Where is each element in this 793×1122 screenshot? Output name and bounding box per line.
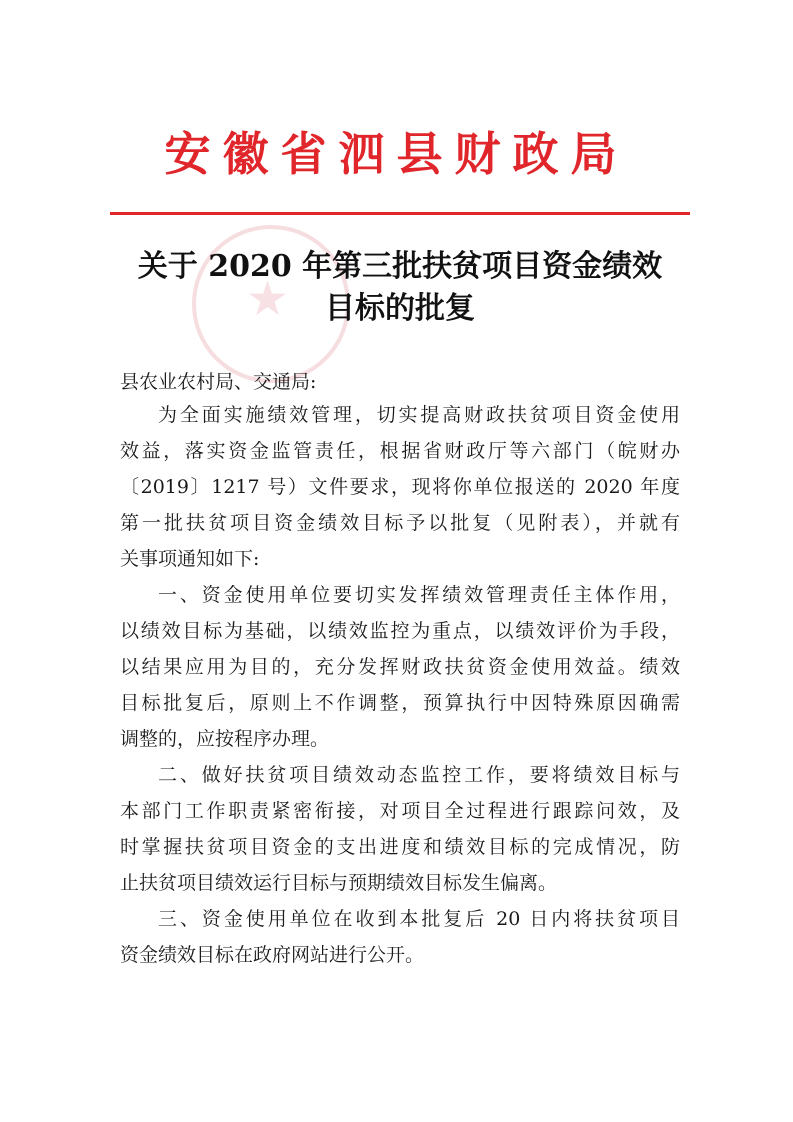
org-title: 安徽省泗县财政局 (164, 127, 629, 181)
paragraph-line: 调整的，应按程序办理。 (120, 728, 330, 750)
paragraph-line: 关事项通知如下: (120, 548, 260, 570)
paragraph-2 (120, 577, 680, 757)
paragraph-1 (120, 397, 680, 577)
paragraph-line: 以绩效目标为基础，以绩效监控为重点，以绩效评价为手段， (120, 620, 680, 642)
header-red-rule (110, 212, 690, 215)
document-title-line-2: 目标的批复 (325, 291, 475, 326)
paragraph-3 (120, 757, 680, 901)
paragraph-line: 为全面实施绩效管理，切实提高财政扶贫项目资金使用 (158, 404, 680, 426)
paragraph-line: 目标批复后，原则上不作调整，预算执行中因特殊原因确需 (120, 692, 680, 714)
seal-star-icon: ★ (246, 271, 290, 327)
paragraph-4 (120, 901, 680, 973)
salutation: 县农业农村局、交通局: (120, 371, 317, 393)
document-title-line-1: 关于 2020 年第三批扶贫项目资金绩效 (137, 249, 663, 284)
paragraph-line: 效益，落实资金监管责任，根据省财政厅等六部门（皖财办 (120, 440, 680, 462)
paragraph-line: 以结果应用为目的，充分发挥财政扶贫资金使用效益。绩效 (120, 656, 680, 678)
paragraph-line: 本部门工作职责紧密衔接，对项目全过程进行跟踪问效，及 (120, 800, 680, 822)
paragraph-line: 〔2019〕1217 号）文件要求，现将你单位报送的 2020 年度 (120, 476, 680, 498)
paragraph-line: 三、资金使用单位在收到本批复后 20 日内将扶贫项目 (158, 908, 680, 930)
paragraph-line: 资金绩效目标在政府网站进行公开。 (120, 944, 425, 966)
paragraph-line: 二、做好扶贫项目绩效动态监控工作，要将绩效目标与 (158, 764, 680, 786)
paragraph-line: 一、资金使用单位要切实发挥绩效管理责任主体作用， (158, 584, 680, 606)
body-text (120, 397, 680, 973)
paragraph-line: 止扶贫项目绩效运行目标与预期绩效目标发生偏离。 (120, 872, 558, 894)
paragraph-line: 时掌握扶贫项目资金的支出进度和绩效目标的完成情况，防 (120, 836, 680, 858)
document-title (100, 246, 700, 330)
paragraph-line: 第一批扶贫项目资金绩效目标予以批复（见附表），并就有 (120, 512, 680, 534)
